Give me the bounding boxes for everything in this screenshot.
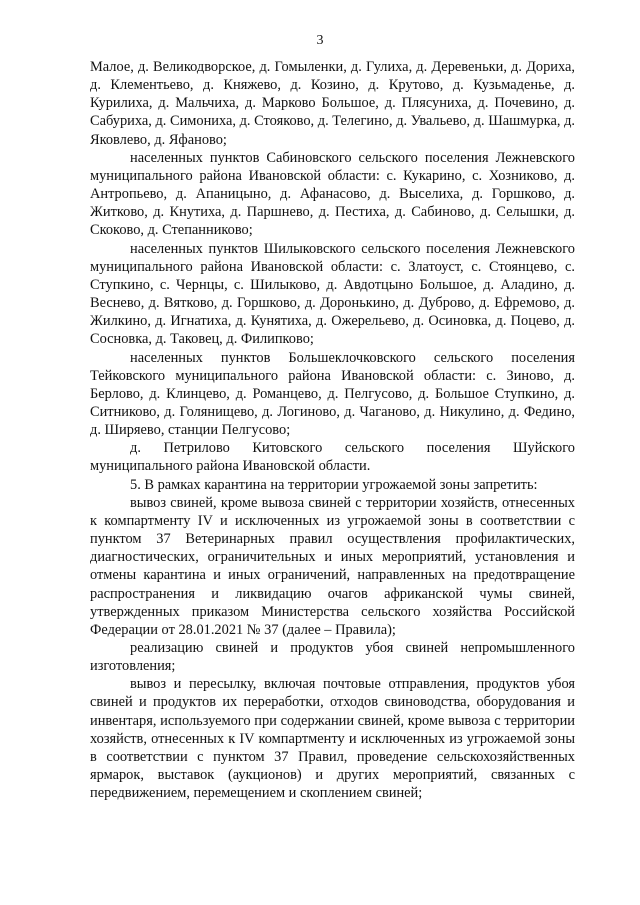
paragraph-sale-ban: реализацию свиней и продуктов убоя свиней непромышленного изготовления; <box>90 640 575 675</box>
paragraph-shilykovskoe-settlement: населенных пунктов Шилыковского сельского поселения Лежневского муниципального района Ивановской области: с. Златоуст, с. Стоянцево, с. Ступкино, с. Чернцы, с. Шилыково, д. Авдотцыно Большое, д. Аладино, д. Веснево, д. Вятково, д. Горшково, д. Доронькино, д. Дуброво, д. Ефремово, д. Жилкино, д. Игнатиха, д. Кунятиха, д. Ожерельево, д. Осиновка, д. Поцево, д. Сосновка, д. Таковец, д. Филипково; <box>90 240 575 348</box>
paragraph-bolsheklochkovskoe-settlement: населенных пунктов Большеклочковского сельского поселения Тейковского муниципального района Ивановской области: с. Зиново, д. Берлово, д. Клинцево, д. Романцево, д. Пелгусово, д. Большое Ступкино, д. Ситниково, д. Голянищево, д. Логиново, д. Чаганово, д. Никулино, д. Федино, д. Ширяево, станции Пелгусово; <box>90 349 575 439</box>
page-number: 3 <box>316 33 324 48</box>
paragraph-petrilovo: д. Петрилово Китовского сельского поселения Шуйского муниципального района Ивановской области. <box>90 440 575 475</box>
paragraph-shipment-ban: вывоз и пересылку, включая почтовые отправления, продуктов убоя свиней и продуктов их переработки, отходов свиноводства, оборудования и инвентаря, используемого при содержании свиней, кроме вывоза с территории хозяйств, отнесенных к IV компартменту и исключенных из угрожаемой зоны в соответствии с пунктом 37 Правил, проведение сельскохозяйственных ярмарок, выставок (аукционов) и других мероприятий, связанных с передвижением, перемещением и скоплением свиней; <box>90 676 575 802</box>
paragraph-item-5-heading: 5. В рамках карантина на территории угрожаемой зоны запретить: <box>130 476 538 493</box>
paragraph-sabinovskoe-settlement: населенных пунктов Сабиновского сельского поселения Лежневского муниципального района Ивановской области: с. Кукарино, с. Хозниково, д. Антропьево, д. Апаницыно, д. Афанасово, д. Выселиха, д. Горшково, д. Житково, д. Кнутиха, д. Паршнево, д. Пестиха, д. Сабиново, д. Селышки, д. Скоково, д. Степанниково; <box>90 149 575 239</box>
paragraph-settlement-list-continued: Малое, д. Великодворское, д. Гомыленки, д. Гулиха, д. Деревеньки, д. Дориха, д. Клементьево, д. Княжево, д. Козино, д. Крутово, д. Кузьмаденье, д. Курилиха, д. Мальчиха, д. Марково Большое, д. Плясуниха, д. Почевино, д. Сабуриха, д. Симониха, д. Стояково, д. Телегино, д. Увальево, д. Шашмурка, д. Яковлево, д. Яфаново; <box>90 59 575 148</box>
document-body <box>90 58 575 802</box>
paragraph-pig-export-ban: вывоз свиней, кроме вывоза свиней с территории хозяйств, отнесенных к компартменту IV и исключенных из угрожаемой зоны в соответствии с пунктом 37 Ветеринарных правил осуществления профилактических, диагностических, ограничительных и иных мероприятий, установления и отмены карантина и иных ограничений, направленных на предотвращение распространения и ликвидацию очагов африканской чумы свиней, утвержденных приказом Министерства сельского хозяйства Российской Федерации от 28.01.2021 № 37 (далее – Правила); <box>90 494 575 638</box>
